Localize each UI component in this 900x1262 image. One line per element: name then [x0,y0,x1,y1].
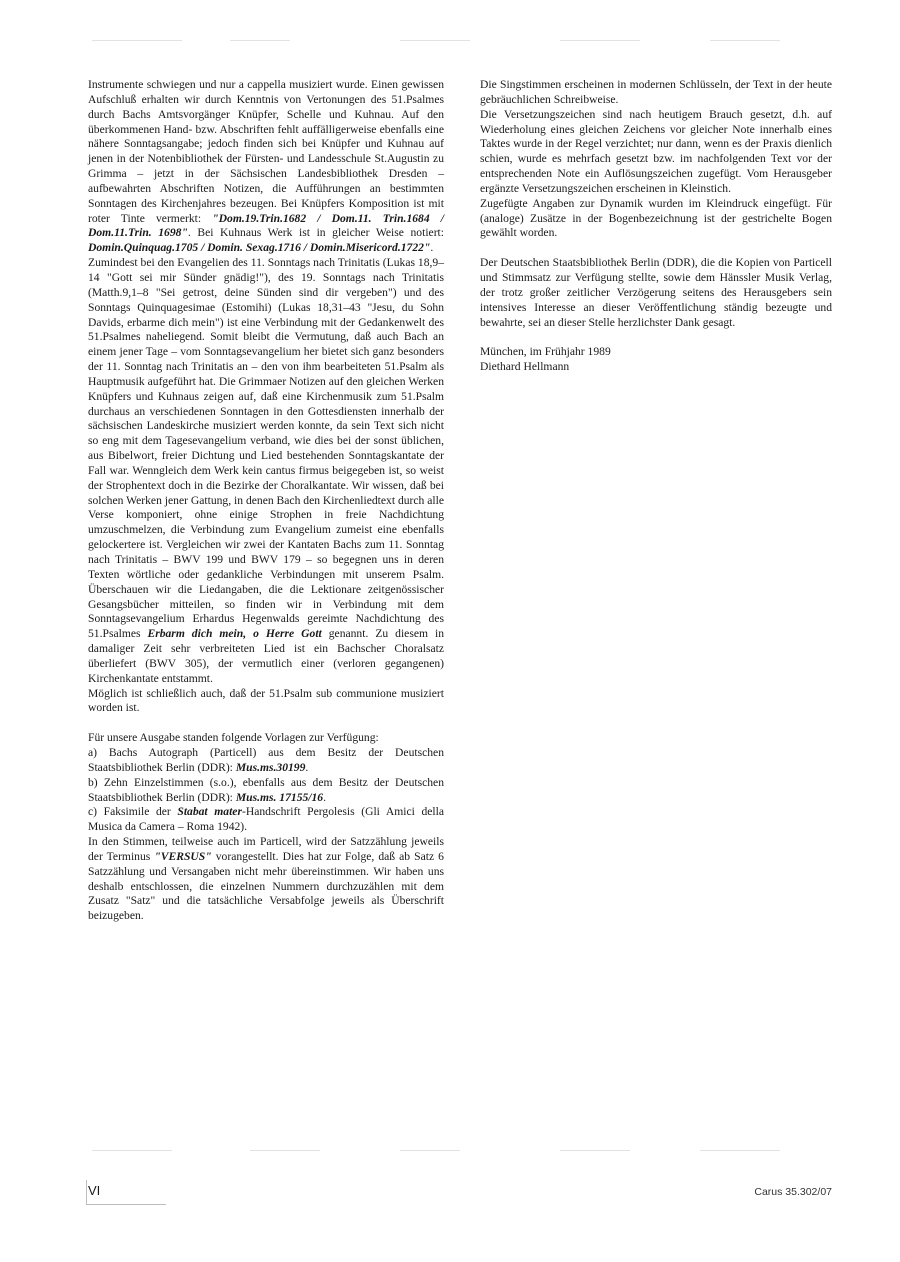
paragraph [88,78,444,256]
top-rule [92,40,182,41]
paragraph [88,256,444,686]
paragraph: Für unsere Ausgabe standen folgende Vorlagen zur Verfügung: [88,731,379,745]
paragraph [88,746,444,776]
text-run: a) Bachs Autograph (Particell) aus dem Besitz der Deutschen Staatsbibliothek Berlin (DDR): [88,745,444,774]
emphasis-text: "VERSUS" [154,849,212,863]
left-column [88,78,444,924]
page-number-frame [86,1180,87,1205]
text-run: . Bei Kuhnaus Werk ist in gleicher Weise notiert: [187,226,444,240]
text-run: c) Faksimile der [88,805,171,819]
bottom-rule [700,1150,780,1151]
text-run: b) Zehn Einzelstimmen (s.o.), ebenfalls aus dem Besitz der Deutschen Staatsbibliothek Berlin (DDR): [88,775,444,804]
emphasis-text: Erbarm dich mein, o Herre Gott [147,627,322,641]
emphasis-text: "Dom.19.Trin.1682 / Dom.11. Trin.1684 / Dom.11.Trin. 1698" [88,211,444,240]
bottom-rule [250,1150,320,1151]
text-run: . [305,760,309,774]
text-run: Zumindest bei den Evangelien des 11. Sonntags nach Trinitatis (Lukas 18,9–14 "Gott sei mir Sünder gnädig!"), des 19. Sonntags nach Trinitatis (Matth.9,1–8 "Sei getrost, deine Sünden sind dir vergeben") und des Sonntags Quinquagesimae (Estomihi) (Lukas 18,31–43 "Jesu, du Sohn Davids, erbarme dich mein") ist eine Verbindung mit der Gedankenwelt des 51.Psalmes naheliegend. Somit bleibt die Vermutung, daß auch Bach an einem jener Tage – vom Sonntagsevangelium her bietet sich ganz besonders der 11. Sonntag nach Trinitatis an – den von ihm bearbeiteten 51.Psalm als Hauptmusik aufgeführt hat. Die Grimmaer Notizen auf den gleichen Werken Knüpfers und Kuhnaus zeigen auf, daß eine Kirchenmusik zum 51.Psalm durchaus an verschiedenen Sonntagen in den Gottesdiensten innerhalb der sächsischen Landeskirche musiziert werden konnte, da sein Text sich nicht so eng mit dem Tagesevangelium verband, wie dies bei der sonst üblichen, aus Bibelwort, freier Dichtung und Lied bestehenden Sonntagskantate der Fall war. Wenngleich dem Werk kein cantus firmus beigegeben ist, so weist der Strophentext doch in die Bezirke der Choralkantate. Wir wissen, daß bei solchen Werken jener Gattung, in denen Bach den Kirchenliedtext durch alle Verse komponiert, ohne einige Strophen in freie Nachdichtung umzuschmelzen, die Verbindung zum Evangelium zumeist eine ebenfalls gelockertere ist. Vergleichen wir zwei der Kantaten Bachs zum 11. Sonntag nach Trinitatis – BWV 199 und BWV 179 – so begegnen uns in deren Texten wörtliche oder gedankliche Verbindungen mit unserem Psalm. Überschauen wir die Liedangaben, die die Lektionare zeitgenössischer Gesangsbücher mitteilen, so finden wir in Verbindung mit dem Sonntagsevangelium Erhardus Hegenwalds gereimte Nachdichtung des 51.Psalmes [88,256,444,641]
author-name: Diethard Hellmann [480,360,570,374]
paragraph: Die Singstimmen erscheinen in modernen Schlüsseln, der Text in der heute gebräuchlichen Schreibweise. [480,78,832,106]
bottom-rule [560,1150,630,1151]
place-date: München, im Frühjahr 1989 [480,345,611,359]
page-number: VI [88,1183,101,1198]
text-run: In den Stimmen, teilweise auch im Particell, wird der Satzzählung jeweils der Terminus [88,835,444,863]
text-run: . [430,241,434,255]
text-run: Instrumente schwiegen und nur a cappella musiziert wurde. Einen gewissen Aufschluß erhalten wir durch Kenntnis von Vertonungen des 51.Psalmes durch Bachs Amtsvorgänger Knüpfer, Schelle und Kuhnau. Auf den überkommenen Hand- bzw. Abschriften fehlt auffälligerweise ebenfalls eine nähere Sonntagsangabe; jedoch finden sich bei Knüpfer und Kuhnau auf jenen in der Notenbibliothek der Fürsten- und Landesschule St.Augustin zu Grimma – jetzt in der Sächsischen Landesbibliothek Dresden – aufbewahrten Abschriften Notizen, die Aufführungen an bestimmten Sonntagen des Kirchenjahres bezeugen. Bei Knüpfers Komposition ist mit roter Tinte vermerkt: [88,78,444,225]
paragraph [88,835,444,924]
bottom-rule [92,1150,172,1151]
emphasis-text: Mus.ms. 17155/16 [235,790,324,804]
paragraph [88,776,444,806]
text-run: genannt. Zu diesem in damaliger Zeit sehr verbreiteten Lied ist ein Bachscher Choralsatz überliefert (BWV 305), der vermutlich einer (verloren gegangenen) Kirchenkantate entstammt. [88,627,444,685]
emphasis-text: Stabat mater [177,805,242,819]
paragraph: Der Deutschen Staatsbibliothek Berlin (DDR), die die Kopien von Particell und Stimmsatz zur Verfügung stellte, sowie dem Hänssler Musik Verlag, der trotz großer zeitlicher Verzögerung seitens des Herausgebers sein intensives Interesse an dieser Veröffentlichung ständig bezeugte und bewahrte, sei an dieser Stelle herzlichster Dank gesagt. [480,256,832,329]
top-rule [400,40,470,41]
paragraph [88,805,444,835]
emphasis-text: Mus.ms.30199 [235,760,306,774]
top-rule [560,40,640,41]
bottom-rule [400,1150,460,1151]
text-run: -Handschrift Pergolesis (Gli Amici della Musica da Camera – Roma 1942). [88,805,444,834]
right-column [480,78,832,375]
top-rule [230,40,290,41]
emphasis-text: Domin.Quinquag.1705 / Domin. Sexag.1716 / Domin.Misericord.1722" [88,241,431,255]
page-number-underline [86,1204,166,1205]
paragraph: Möglich ist schließlich auch, daß der 51.Psalm sub communione musiziert worden ist. [88,686,444,715]
top-rule [710,40,780,41]
text-run: vorangestellt. Dies hat zur Folge, daß ab Satz 6 Satzzählung und Versangaben nicht mehr übereinstimmen. Wir haben uns deshalb entschlossen, die einzelnen Nummern durchzuzählen mit dem Zusatz "Satz" und die tatsächliche Versabfolge jeweils als Überschrift beizugeben. [88,849,444,923]
paragraph-gap [88,716,444,731]
paragraph-gap [480,241,832,256]
text-run: . [323,790,327,804]
paragraph-gap [480,330,832,345]
paragraph: Zugefügte Angaben zur Dynamik wurden im Kleindruck eingefügt. Für (analoge) Zusätze in der Bogenbezeichnung ist der gestrichelte Bogen gewählt worden. [480,196,832,240]
paragraph: Die Versetzungszeichen sind nach heutigem Brauch gesetzt, d.h. auf Wiederholung eines gleichen Zeichens vor gleicher Note innerhalb eines Taktes wurde in der Regel verzichtet; nur dann, wenn es der Praxis dienlich schien, wurde es mehrfach gesetzt bzw. im nachfolgenden Text vor der entsprechenden Note ein Auflösungszeichen zugefügt. Vom Herausgeber ergänzte Versetzungszeichen erscheinen in Kleinstich. [480,107,832,195]
catalog-number: Carus 35.302/07 [754,1186,832,1198]
